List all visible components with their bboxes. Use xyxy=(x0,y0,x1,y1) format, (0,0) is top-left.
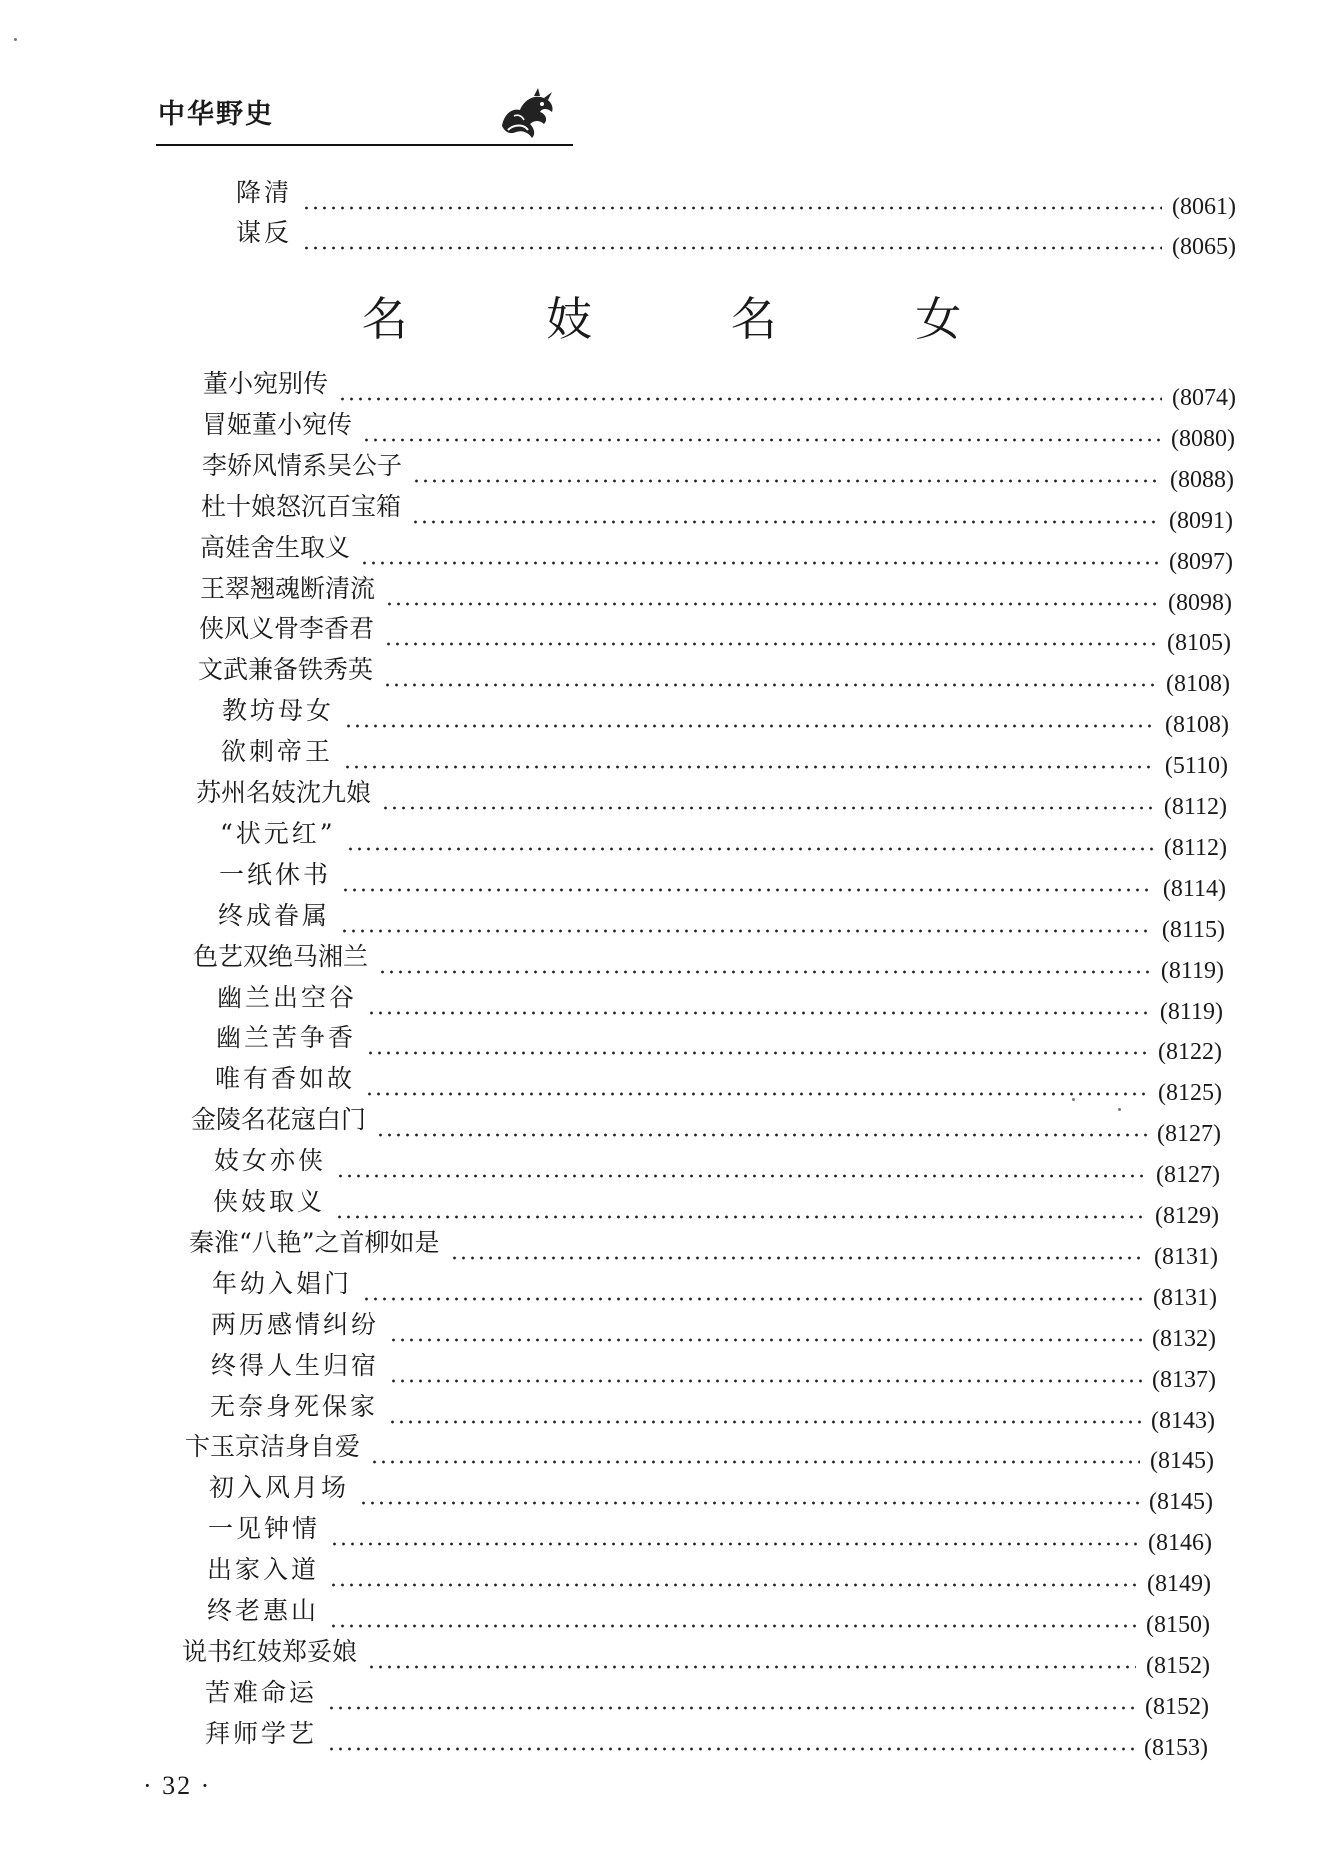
toc-entry-page: (8112) xyxy=(1163,794,1227,820)
toc-entry-page: (8112) xyxy=(1163,835,1227,861)
toc-entry xyxy=(219,858,1226,902)
leader-dots xyxy=(341,888,1153,892)
dragon-emblem-icon xyxy=(494,86,560,140)
toc-entry xyxy=(205,1676,1209,1720)
toc-entry-title: 初入风月场 xyxy=(209,1471,355,1505)
toc-entry-title: 侠妓取义 xyxy=(213,1185,331,1219)
leader-dots xyxy=(388,1420,1141,1424)
toc-entry-title: 卞玉京洁身自爱 xyxy=(185,1430,366,1464)
toc-entry xyxy=(185,1430,1214,1474)
toc-entry-title: 冒姬董小宛传 xyxy=(202,408,358,442)
toc-entry-page: (8097) xyxy=(1169,549,1233,575)
toc-entry-page: (8127) xyxy=(1156,1162,1220,1188)
toc-entry-page: (8146) xyxy=(1148,1530,1212,1556)
leader-dots xyxy=(376,1133,1147,1137)
toc-entry xyxy=(202,408,1235,452)
toc-entry-page: (8132) xyxy=(1152,1326,1216,1352)
leader-dots xyxy=(359,1501,1139,1505)
toc-entry-page: (8105) xyxy=(1167,630,1231,656)
toc-entry-title: 金陵名花寇白门 xyxy=(191,1103,372,1137)
toc-entry-title: 唯有香如故 xyxy=(215,1062,361,1096)
toc-entry xyxy=(199,612,1231,656)
toc-entry xyxy=(208,1512,1212,1556)
toc-entry-title: 终得人生归宿 xyxy=(211,1349,385,1383)
toc-entry xyxy=(201,490,1233,534)
toc-entry-title: 一纸休书 xyxy=(219,858,337,892)
toc-entry-title: 两历感情纠纷 xyxy=(211,1308,385,1342)
toc-entry-title: 拜师学艺 xyxy=(205,1717,323,1751)
toc-entry xyxy=(236,176,1236,220)
toc-entry-page: (8125) xyxy=(1158,1080,1222,1106)
toc-entry xyxy=(189,1226,1218,1270)
leader-dots xyxy=(329,1624,1136,1628)
toc-entry xyxy=(207,1553,1211,1597)
scan-speck xyxy=(1072,1098,1075,1101)
leader-dots xyxy=(389,1379,1142,1383)
toc-entry-page: (5110) xyxy=(1164,753,1228,779)
toc-entry xyxy=(212,1267,1217,1311)
toc-entry xyxy=(211,1349,1216,1393)
toc-entry-page: (8131) xyxy=(1154,1244,1218,1270)
leader-dots xyxy=(336,1174,1146,1178)
toc-entry-page: (8061) xyxy=(1172,194,1236,220)
toc-entry xyxy=(216,1021,1222,1065)
toc-entry xyxy=(203,367,1236,411)
toc-entry-page: (8145) xyxy=(1149,1489,1213,1515)
toc-entry xyxy=(214,1144,1220,1188)
toc-entry-page: (8108) xyxy=(1165,712,1229,738)
leader-dots xyxy=(346,847,1154,851)
toc-entry xyxy=(200,531,1233,575)
toc-entry-title: 说书红妓郑妥娘 xyxy=(182,1635,363,1669)
toc-entry-title: 欲刺帝王 xyxy=(221,735,339,769)
leader-dots xyxy=(367,1665,1136,1669)
leader-dots xyxy=(335,1215,1145,1219)
toc-entry-title: 无奈身死保家 xyxy=(210,1390,384,1424)
toc-entry-title: 幽兰苦争香 xyxy=(216,1021,362,1055)
leader-dots xyxy=(365,1092,1148,1096)
toc-entry-title: 高娃舍生取义 xyxy=(200,531,356,565)
toc-entry-title: 侠风义骨李香君 xyxy=(199,612,380,646)
leader-dots xyxy=(378,970,1151,974)
toc-entry-page: (8080) xyxy=(1171,426,1235,452)
toc-entry-page: (8137) xyxy=(1152,1367,1216,1393)
toc-entry-page: (8098) xyxy=(1168,590,1232,616)
toc-entry xyxy=(182,1635,1210,1679)
toc-entry xyxy=(198,653,1230,697)
leader-dots xyxy=(450,1256,1144,1260)
page-number: · 32 · xyxy=(143,1771,212,1800)
leader-dots xyxy=(344,724,1155,728)
toc-entry-page: (8152) xyxy=(1146,1653,1210,1679)
toc-entry-title: 色艺双绝马湘兰 xyxy=(193,940,374,974)
toc-entry-title: 年幼入娼门 xyxy=(212,1267,358,1301)
toc-entry-title: 教坊母女 xyxy=(222,694,340,728)
toc-entry xyxy=(213,1185,1219,1229)
leader-dots xyxy=(389,1338,1142,1342)
toc-entry-title: 杜十娘怒沉百宝箱 xyxy=(201,490,407,524)
scan-speck xyxy=(14,38,17,41)
toc-entry-title: 苏州名妓沈九娘 xyxy=(196,776,377,810)
toc-entry-page: (8074) xyxy=(1172,385,1236,411)
book-title: 中华野史 xyxy=(158,99,274,130)
leader-dots xyxy=(367,1011,1150,1015)
toc-entry-page: (8108) xyxy=(1166,671,1230,697)
leader-dots xyxy=(412,479,1160,483)
toc-entry-title: 董小宛别传 xyxy=(203,367,334,401)
toc-entry-page: (8114) xyxy=(1162,876,1226,902)
toc-entry-title: 苦难命运 xyxy=(205,1676,323,1710)
toc-entry xyxy=(236,216,1236,260)
leader-dots xyxy=(327,1747,1134,1751)
toc-entry xyxy=(215,1062,1222,1106)
page-header xyxy=(156,90,573,148)
toc-entry-title: 秦淮“八艳”之首柳如是 xyxy=(189,1226,446,1260)
toc-entry-page: (8119) xyxy=(1160,958,1224,984)
toc-entry-title: 妓女亦侠 xyxy=(214,1144,332,1178)
toc-entry xyxy=(196,776,1227,820)
leader-dots xyxy=(370,1460,1140,1464)
toc-entry-page: (8131) xyxy=(1153,1285,1217,1311)
leader-dots xyxy=(381,806,1154,810)
toc-entry xyxy=(205,1717,1208,1761)
leader-dots xyxy=(385,602,1158,606)
toc-entry-title: 出家入道 xyxy=(207,1553,325,1587)
toc-entry xyxy=(207,1594,1210,1638)
toc-entry-title: 一见钟情 xyxy=(208,1512,326,1546)
toc-entry-page: (8143) xyxy=(1151,1408,1215,1434)
toc-entry xyxy=(200,572,1232,616)
leader-dots xyxy=(327,1706,1135,1710)
leader-dots xyxy=(366,1051,1148,1055)
scan-speck xyxy=(1118,1108,1121,1111)
toc-entry-title: 幽兰出空谷 xyxy=(217,981,363,1015)
toc-entry-title: 谋反 xyxy=(236,216,298,250)
leader-dots xyxy=(338,397,1162,401)
leader-dots xyxy=(302,246,1162,250)
toc-entry-page: (8119) xyxy=(1159,999,1223,1025)
leader-dots xyxy=(330,1542,1138,1546)
toc-entry-page: (8150) xyxy=(1146,1612,1210,1638)
toc-entry xyxy=(221,735,1228,779)
toc-entry-page: (8145) xyxy=(1150,1448,1214,1474)
toc-entry-page: (8129) xyxy=(1155,1203,1219,1229)
toc-entry xyxy=(210,1390,1215,1434)
header-rule xyxy=(156,144,573,146)
toc-entry-page: (8127) xyxy=(1157,1121,1221,1147)
toc-entry-page: (8115) xyxy=(1161,917,1225,943)
toc-entry-page: (8153) xyxy=(1144,1735,1208,1761)
toc-entry xyxy=(191,1103,1221,1147)
leader-dots xyxy=(343,765,1155,769)
toc-entry-title: 王翠翘魂断清流 xyxy=(200,572,381,606)
toc-entry-title: 李娇风情系吴公子 xyxy=(202,449,408,483)
leader-dots xyxy=(384,642,1157,646)
toc-entry xyxy=(217,981,1223,1025)
toc-entry xyxy=(222,694,1229,738)
toc-entry-title: “状元红” xyxy=(220,817,342,851)
toc-entry-page: (8149) xyxy=(1147,1571,1211,1597)
toc-entry-page: (8088) xyxy=(1170,467,1234,493)
leader-dots xyxy=(329,1583,1137,1587)
toc-entry-title: 终老惠山 xyxy=(207,1594,325,1628)
toc-entry xyxy=(209,1471,1213,1515)
toc-entry xyxy=(218,899,1225,943)
toc-entry-title: 降清 xyxy=(236,176,298,210)
leader-dots xyxy=(362,438,1161,442)
toc-entry-page: (8091) xyxy=(1169,508,1233,534)
toc-entry xyxy=(202,449,1234,493)
toc-entry xyxy=(220,817,1227,861)
section-title: 名 妓 名 女 xyxy=(361,292,1024,346)
toc-entry-page: (8122) xyxy=(1158,1039,1222,1065)
leader-dots xyxy=(383,683,1156,687)
toc-entry-title: 文武兼备铁秀英 xyxy=(198,653,379,687)
leader-dots xyxy=(411,520,1159,524)
toc-entry-title: 终成眷属 xyxy=(218,899,336,933)
toc-entry xyxy=(193,940,1224,984)
leader-dots xyxy=(360,561,1159,565)
toc-entry-page: (8152) xyxy=(1145,1694,1209,1720)
leader-dots xyxy=(362,1297,1143,1301)
leader-dots xyxy=(302,206,1162,210)
toc-entry-page: (8065) xyxy=(1172,234,1236,260)
leader-dots xyxy=(340,929,1152,933)
toc-entry xyxy=(211,1308,1216,1352)
